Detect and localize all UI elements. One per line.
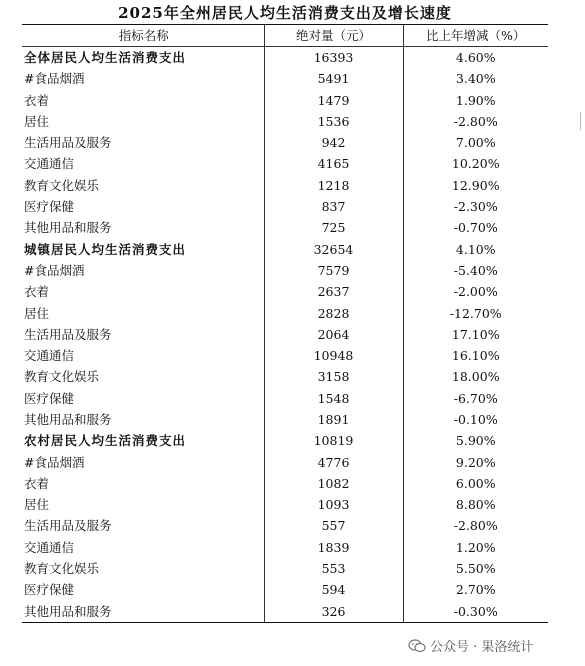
table-row xyxy=(22,388,548,409)
table-row xyxy=(22,196,548,217)
change-cell: 2.70% xyxy=(403,580,548,601)
change-cell: 9.20% xyxy=(403,452,548,473)
amount-cell: 16393 xyxy=(264,47,403,69)
table-row xyxy=(22,132,548,153)
amount-cell: 4776 xyxy=(264,452,403,473)
amount-cell: 2828 xyxy=(264,303,403,324)
change-cell: -6.70% xyxy=(403,388,548,409)
section-row xyxy=(22,47,548,69)
indicator-cell: 全体居民人均生活消费支出 xyxy=(24,49,187,65)
table-row xyxy=(22,90,548,111)
amount-cell: 1839 xyxy=(264,537,403,558)
change-cell: 5.90% xyxy=(403,431,548,452)
change-cell: 16.10% xyxy=(403,345,548,366)
change-cell: -0.30% xyxy=(403,601,548,623)
amount-cell: 10948 xyxy=(264,345,403,366)
table-row xyxy=(22,282,548,303)
amount-cell: 725 xyxy=(264,218,403,239)
watermark xyxy=(408,636,533,655)
change-cell: -5.40% xyxy=(403,260,548,281)
change-cell: 1.90% xyxy=(403,90,548,111)
change-cell: -2.80% xyxy=(403,516,548,537)
amount-cell: 2064 xyxy=(264,324,403,345)
amount-cell: 942 xyxy=(264,132,403,153)
change-cell: 3.40% xyxy=(403,69,548,90)
table-row xyxy=(22,580,548,601)
indicator-cell: 生活用品及服务 xyxy=(24,135,112,151)
table-row xyxy=(22,175,548,196)
indicator-cell: 其他用品和服务 xyxy=(24,220,112,236)
indicator-cell: 其他用品和服务 xyxy=(22,601,264,623)
indicator-cell: 居住 xyxy=(24,497,50,513)
indicator-cell: #食品烟酒 xyxy=(24,71,85,87)
amount-cell: 594 xyxy=(264,580,403,601)
table-body xyxy=(22,47,548,623)
change-cell: -12.70% xyxy=(403,303,548,324)
change-cell: 6.00% xyxy=(403,473,548,494)
table-row xyxy=(22,537,548,558)
section-row xyxy=(22,431,548,452)
table-row xyxy=(22,345,548,366)
table-row xyxy=(22,154,548,175)
table-row xyxy=(22,409,548,430)
header-indicator: 指标名称 xyxy=(22,25,264,47)
table-row xyxy=(22,558,548,579)
indicator-cell: 衣着 xyxy=(24,475,50,491)
indicator-cell: 教育文化娱乐 xyxy=(24,369,100,385)
table-row xyxy=(22,260,548,281)
amount-cell: 837 xyxy=(264,196,403,217)
change-cell: 10.20% xyxy=(403,154,548,175)
change-cell: 7.00% xyxy=(403,132,548,153)
indicator-cell: 生活用品及服务 xyxy=(24,326,112,342)
change-cell: 1.20% xyxy=(403,537,548,558)
change-cell: 5.50% xyxy=(403,558,548,579)
amount-cell: 7579 xyxy=(264,260,403,281)
indicator-cell: 农村居民人均生活消费支出 xyxy=(24,433,187,449)
table-row xyxy=(22,452,548,473)
table-row xyxy=(22,473,548,494)
consumption-table xyxy=(22,24,548,623)
indicator-cell: 衣着 xyxy=(24,284,50,300)
amount-cell: 553 xyxy=(264,558,403,579)
indicator-cell: 交通通信 xyxy=(24,539,75,555)
amount-cell: 4165 xyxy=(264,154,403,175)
indicator-cell: 交通通信 xyxy=(24,348,75,364)
table-row xyxy=(22,303,548,324)
header-amount: 绝对量（元） xyxy=(264,25,403,47)
table-row xyxy=(22,516,548,537)
change-cell: 12.90% xyxy=(403,175,548,196)
amount-cell: 557 xyxy=(264,516,403,537)
indicator-cell: 交通通信 xyxy=(24,156,75,172)
amount-cell: 2637 xyxy=(264,282,403,303)
change-cell: -2.80% xyxy=(403,111,548,132)
amount-cell: 1891 xyxy=(264,409,403,430)
change-cell: 4.60% xyxy=(403,47,548,69)
table-row xyxy=(22,601,548,623)
watermark-text: 公众号 · 果洛统计 xyxy=(430,640,534,655)
amount-cell: 1093 xyxy=(264,495,403,516)
section-row xyxy=(22,239,548,260)
table-header-row xyxy=(22,25,548,47)
indicator-cell: #食品烟酒 xyxy=(24,262,85,278)
indicator-cell: 教育文化娱乐 xyxy=(24,561,100,577)
table-row xyxy=(22,367,548,388)
amount-cell: 1082 xyxy=(264,473,403,494)
indicator-cell: 生活用品及服务 xyxy=(24,518,112,534)
table-row xyxy=(22,69,548,90)
table-row xyxy=(22,111,548,132)
amount-cell: 3158 xyxy=(264,367,403,388)
change-cell: -0.10% xyxy=(403,409,548,430)
table-row xyxy=(22,218,548,239)
table-title: 2025年全州居民人均生活消费支出及增长速度 xyxy=(118,4,452,22)
amount-cell: 1536 xyxy=(264,111,403,132)
amount-cell: 10819 xyxy=(264,431,403,452)
change-cell: 4.10% xyxy=(403,239,548,260)
header-change: 比上年增减（%） xyxy=(403,25,548,47)
amount-cell: 32654 xyxy=(264,239,403,260)
amount-cell: 5491 xyxy=(264,69,403,90)
indicator-cell: 医疗保健 xyxy=(24,199,75,215)
change-cell: 8.80% xyxy=(403,495,548,516)
indicator-cell: 教育文化娱乐 xyxy=(24,177,100,193)
indicator-cell: 居住 xyxy=(24,305,50,321)
amount-cell: 326 xyxy=(264,601,403,623)
change-cell: 18.00% xyxy=(403,367,548,388)
change-cell: 17.10% xyxy=(403,324,548,345)
amount-cell: 1548 xyxy=(264,388,403,409)
indicator-cell: 城镇居民人均生活消费支出 xyxy=(24,241,187,257)
amount-cell: 1479 xyxy=(264,90,403,111)
page-edge-mark xyxy=(580,112,584,130)
indicator-cell: 医疗保健 xyxy=(24,582,75,598)
wechat-icon xyxy=(408,639,426,653)
change-cell: -2.00% xyxy=(403,282,548,303)
amount-cell: 1218 xyxy=(264,175,403,196)
change-cell: -0.70% xyxy=(403,218,548,239)
indicator-cell: 居住 xyxy=(24,113,50,129)
indicator-cell: 医疗保健 xyxy=(24,390,75,406)
indicator-cell: #食品烟酒 xyxy=(24,454,85,470)
table-row xyxy=(22,324,548,345)
table-row xyxy=(22,495,548,516)
indicator-cell: 其他用品和服务 xyxy=(24,411,112,427)
indicator-cell: 衣着 xyxy=(24,92,50,108)
change-cell: -2.30% xyxy=(403,196,548,217)
